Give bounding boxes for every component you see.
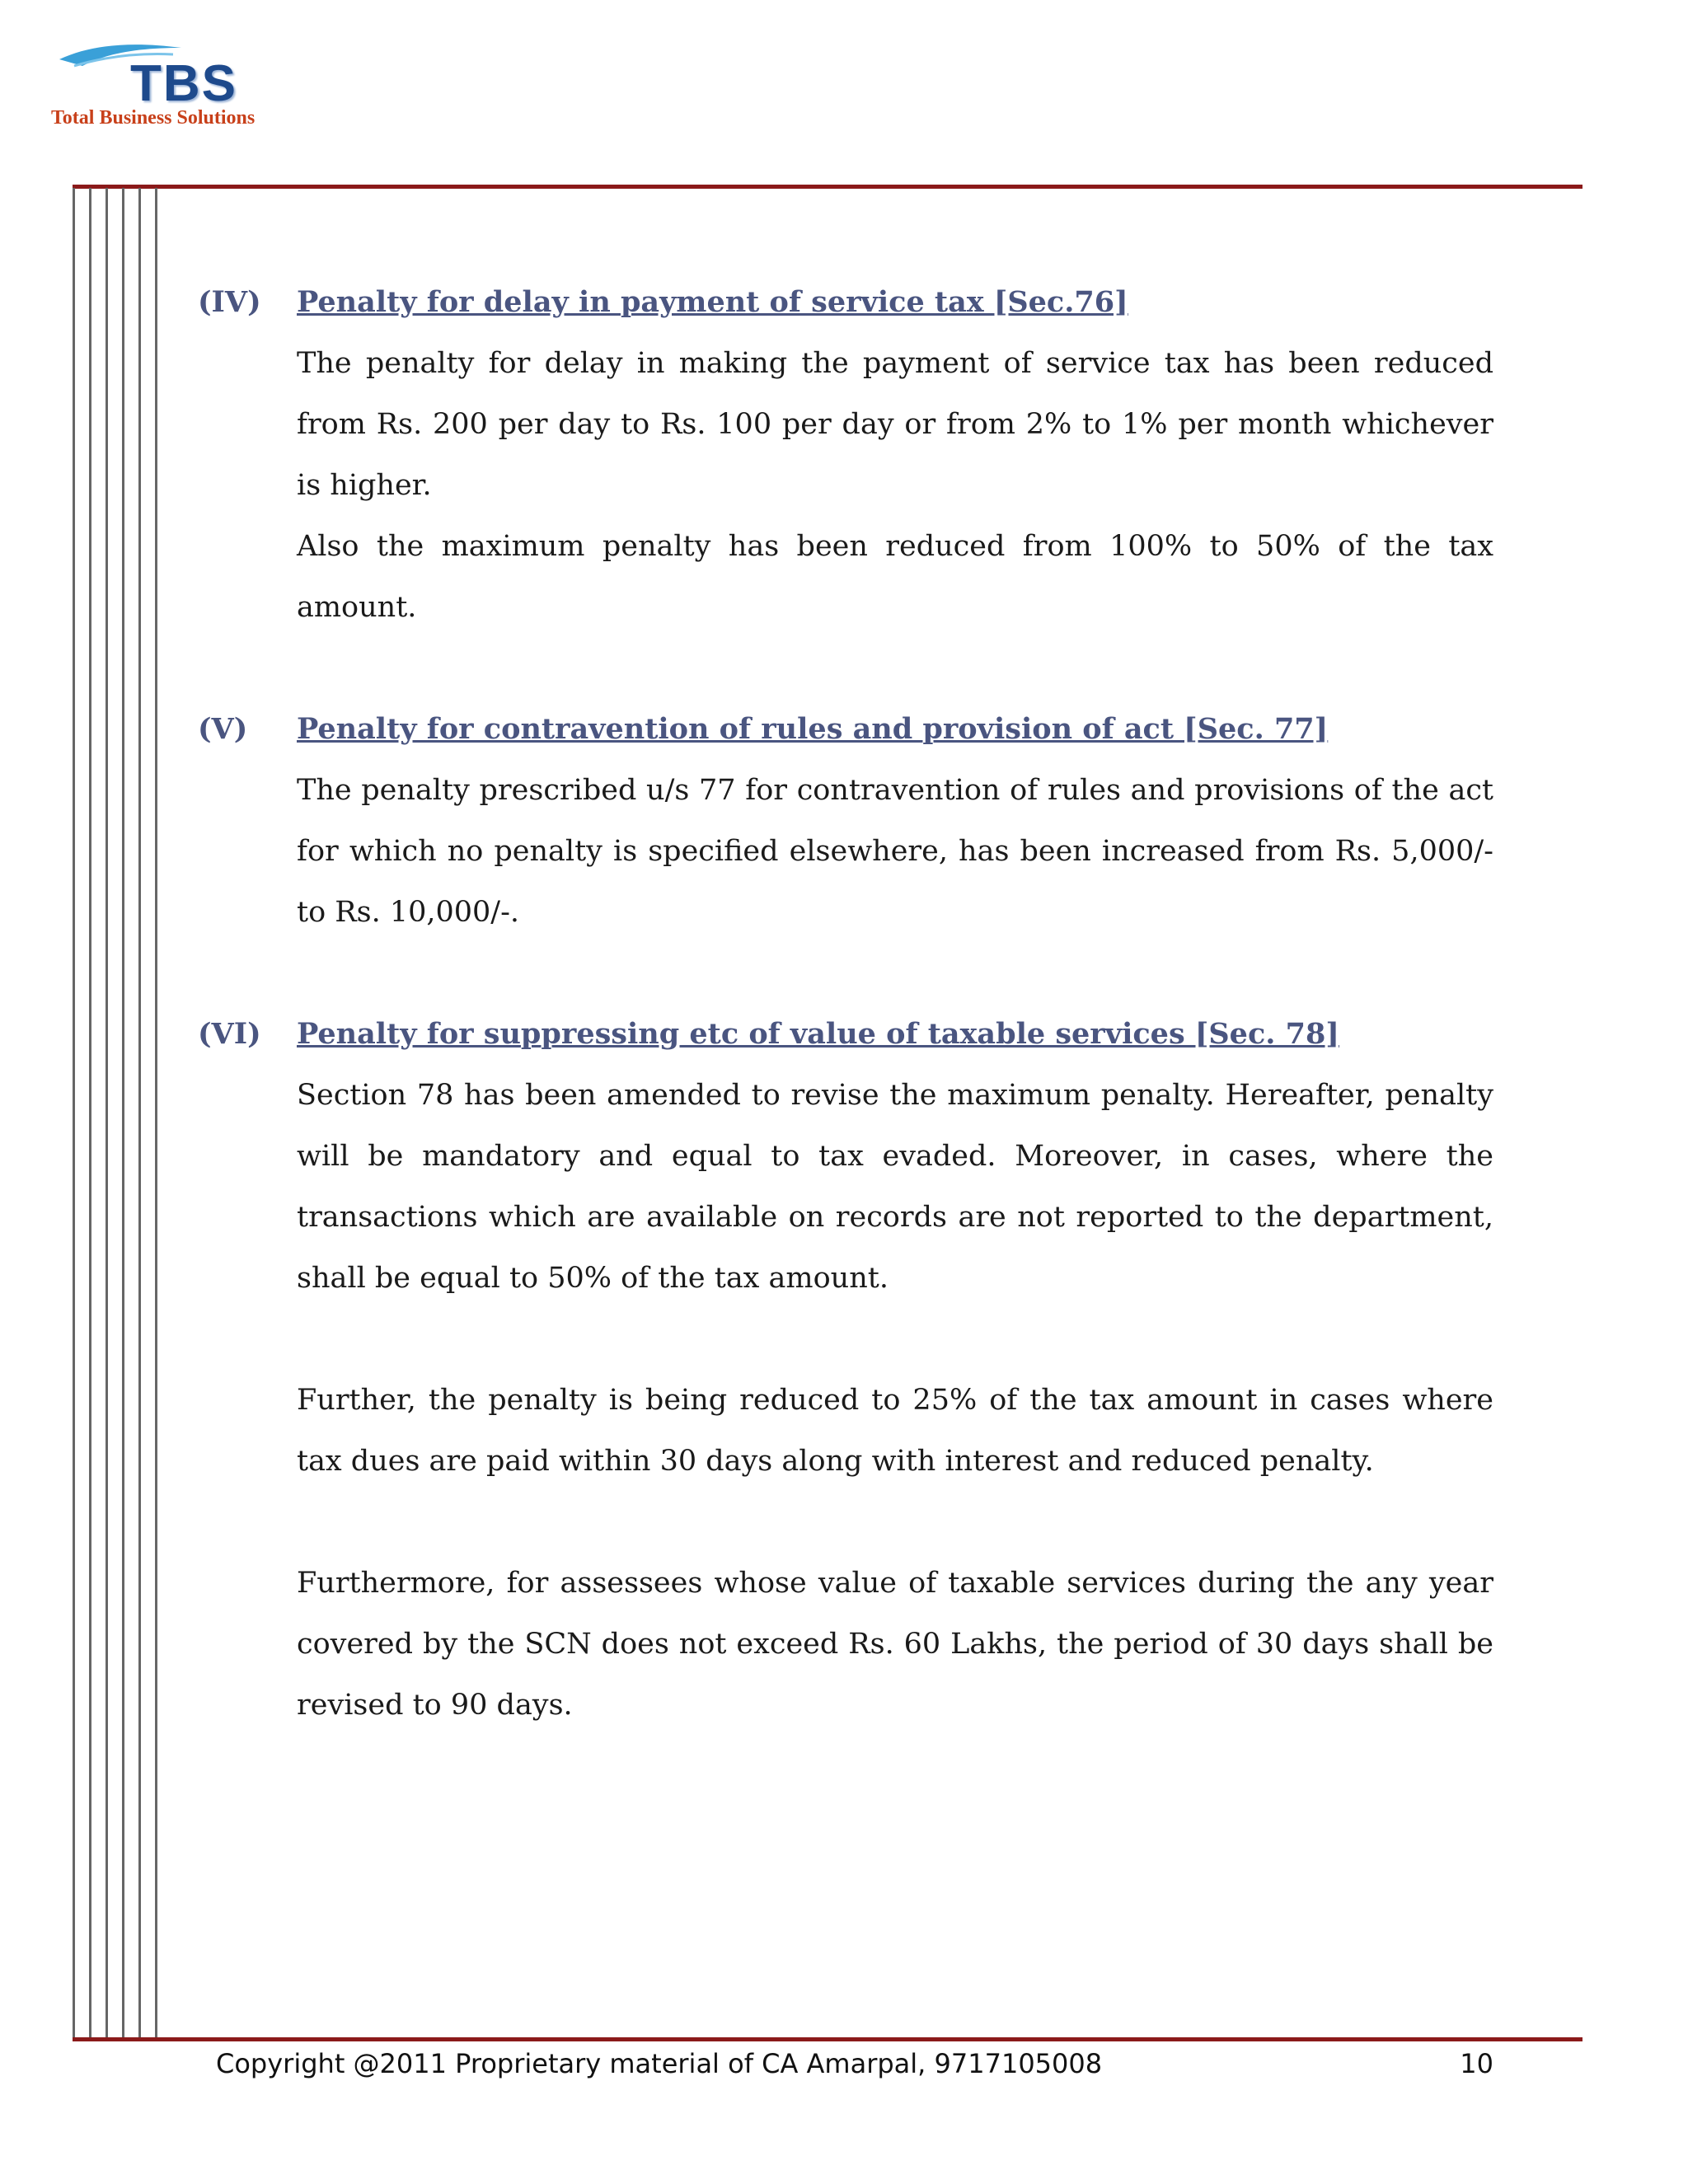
paragraph: Further, the penalty is being reduced to 25% of the tax amount in cases where tax dues are paid within 30 days along with interest and reduced penalty. [297, 1384, 1493, 1478]
page-number: 10 [1460, 2048, 1493, 2079]
logo-mark: TBS [130, 55, 237, 112]
section-v [196, 699, 1493, 943]
page-content [196, 272, 1493, 1797]
paragraph: The penalty prescribed u/s 77 for contravention of rules and provisions of the act for which no penalty is specified elsewhere, has been increased from Rs. 5,000/- to Rs. 10,000/-. [297, 774, 1493, 929]
margin-line [155, 188, 157, 2039]
section-number: (V) [198, 712, 248, 746]
section-iv [196, 272, 1493, 638]
top-rule [73, 185, 1582, 189]
tbs-logo [49, 41, 346, 136]
margin-line [122, 188, 124, 2039]
paragraph: The penalty for delay in making the payment of service tax has been reduced from Rs. 200 per day to Rs. 100 per day or from 2% to 1% per month whichever is higher. [297, 347, 1493, 502]
margin-line [89, 188, 91, 2039]
paragraph: Also the maximum penalty has been reduced from 100% to 50% of the tax amount. [297, 530, 1493, 624]
section-vi [196, 1004, 1493, 1736]
paragraph: Section 78 has been amended to revise the maximum penalty. Hereafter, penalty will be mandatory and equal to tax evaded. Moreover, in cases, where the transactions which are available on records are not reported to the department, shall be equal to 50% of the tax amount. [297, 1079, 1493, 1295]
page-footer [216, 2039, 1493, 2088]
section-number: (VI) [198, 1017, 261, 1051]
copyright-text: Copyright @2011 Proprietary material of CA Amarpal, 9717105008 [216, 2048, 1103, 2079]
section-heading: Penalty for delay in payment of service tax [Sec.76] [297, 285, 1128, 319]
paragraph: Furthermore, for assessees whose value of taxable services during the any year covered by the SCN does not exceed Rs. 60 Lakhs, the period of 30 days shall be revised to 90 days. [297, 1567, 1493, 1722]
section-number: (IV) [198, 285, 261, 319]
logo-tagline: Total Business Solutions [51, 107, 256, 129]
margin-line [138, 188, 141, 2039]
section-heading: Penalty for suppressing etc of value of taxable services [Sec. 78] [297, 1017, 1339, 1051]
section-heading: Penalty for contravention of rules and provision of act [Sec. 77] [297, 712, 1329, 746]
margin-line [73, 188, 75, 2039]
margin-line [106, 188, 108, 2039]
